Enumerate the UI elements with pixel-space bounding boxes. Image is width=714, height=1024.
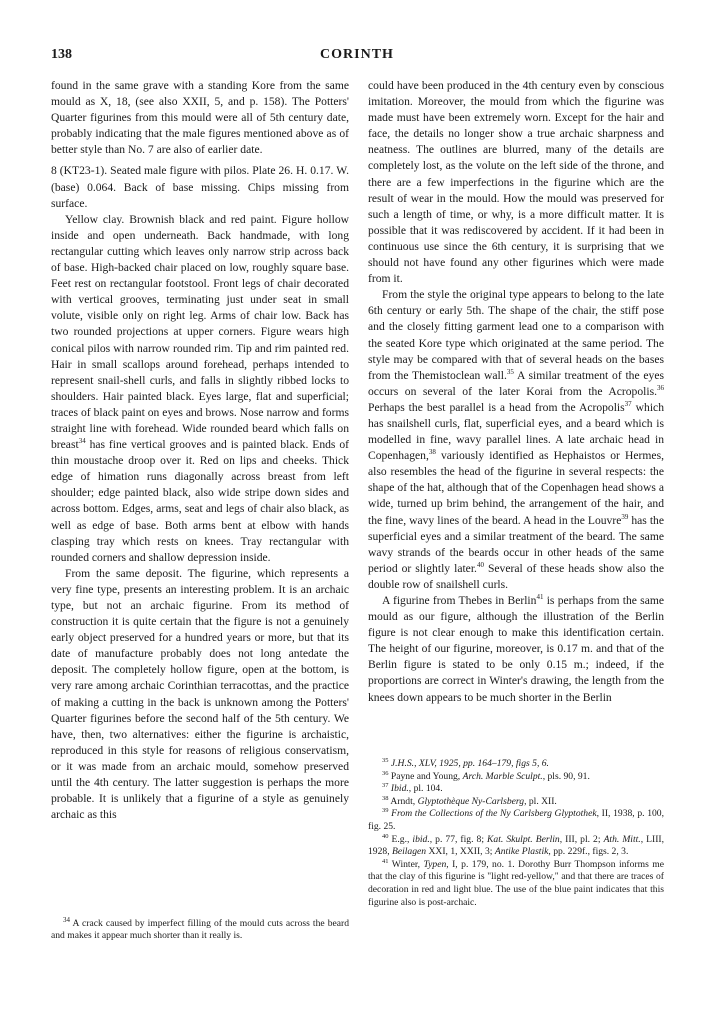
footnote-title: Typen xyxy=(423,858,447,870)
footnote-number: 40 xyxy=(382,832,389,840)
footnote-title: Ibid. xyxy=(390,783,409,795)
paragraph xyxy=(368,593,664,706)
footnote xyxy=(368,796,664,809)
footnote-text: , LIII, 1928, xyxy=(368,833,664,858)
text-span: Perhaps the best parallel is a head from the Acropolis xyxy=(368,400,625,414)
footnote-title: Kat. Skulpt. Berlin xyxy=(487,833,560,845)
footnote-ref: 39 xyxy=(621,512,629,521)
footnote-title: Glyptothèque Ny-Carlsberg xyxy=(417,795,525,807)
footnote-text: , pls. 90, 91. xyxy=(542,770,590,782)
footnote-text: Winter, xyxy=(388,858,424,870)
footnote-text: A crack caused by imperfect filling of the mould cuts across the beard and makes it appear much shorter than it really is. xyxy=(51,918,349,942)
text-span: is perhaps from the same mould as our figure, although the illustration of the Berlin figure is not clear enough to make this identification certain. The height of our figurine, moreover, is 0.17 m. and that of the Berlin figure is stated to be only 0.15 m.; indeed, if the proportions are correct in Winter's drawing, the length from the knees down appears to be much shorter in the Berlin xyxy=(368,594,664,704)
footnote-title: Antike Plastik xyxy=(494,846,549,858)
paragraph: found in the same grave with a standing Kore from the same mould as X, 18, (see also XXII, 5, and p. 158). The Potters' Quarter figurines from this mould were all of 5th century date, probably indicating that the male figures mentioned above as of better style than No. 7 are also of earlier date. xyxy=(51,79,349,157)
footnote-text: J.H.S., XLV, 1925, pp. 164–179, figs 5, 6. xyxy=(388,758,549,769)
footnote-number: 35 xyxy=(382,756,389,764)
footnote-text: , p. 77, fig. 8; xyxy=(429,833,488,845)
footnote xyxy=(368,783,664,796)
text-span: Yellow clay. Brownish black and red paint. Figure hollow inside and open underneath. Back handmade, with long rectangular cutting which leaves only narrow strip across back of base. High-backed chair placed on low, roughly square base. Feet rest on rectangular footstool. Front legs of chair decorated with vertical grooves, terminating just under seat in small volute, visible only on right leg. Arms of chair low. Back has two rounded projections at upper corners. Figure wears high conical pilos with narrow rounded rim. Tip and rim painted red. Hair in small scallops around forehead, perhaps intended to represent snail-shell curls, and falls in slightly ribbed locks to shoulders. Hair painted black. Eyes large, flat and superficial; traces of black paint on eyes and brows. Nose narrow and forms straight line with forehead. Wide rounded beard which falls on breast xyxy=(51,212,349,452)
footnote-text: Payne and Young, xyxy=(388,770,463,782)
footnote-number: 37 xyxy=(382,782,389,789)
footnote-text: , I, p. 179, no. 1. Dorothy Burr Thompson informs me that the clay of this figurine is "light red-yellow," and that there are traces of decoration in red and light blue. The use of the blue paint indicates that this figurine also is post-archaic. xyxy=(368,858,664,908)
footnote-number: 34 xyxy=(63,915,70,924)
catalogue-entry: 8 (KT23-1). Seated male figure with pilos. Plate 26. H. 0.17. W. (base) 0.064. Back of base missing. Chips missing from surface. xyxy=(51,164,349,210)
text-span: From the style the original type appears to belong to the late 6th century or early 5th. The shape of the chair, the stiff pose and the closely fitting garment lead one to a comparison with the seated Kore type which originated at the same period. The style may be compared with that of several heads on the bases from the Themistoclean wall. xyxy=(368,288,664,382)
footnote-text: , III, pl. 2; xyxy=(559,833,604,845)
footnote xyxy=(368,834,664,859)
footnote-text: E.g., xyxy=(388,833,413,845)
text-span: variously identified as Hephaistos or Hermes, also resembles the head of the figurine in several respects: the shape of the hat, although that of the Copenhagen head shows a wide, turned up brim behind, the arrangement of the hair, and the fine, wavy lines of the beard. A head in the Louvre xyxy=(368,449,664,527)
footnote xyxy=(368,859,664,909)
footnote xyxy=(368,808,664,833)
footnote-number: 38 xyxy=(382,794,389,802)
footnote-ref: 41 xyxy=(536,593,544,602)
text-span: A similar treatment of the eyes occurs on several of the later Korai from the Acropolis. xyxy=(368,368,664,398)
footnote-ref: 35 xyxy=(506,367,514,376)
running-title: CORINTH xyxy=(320,47,394,62)
text-span: Several of these heads show also the double row of snailshell curls. xyxy=(368,561,664,591)
text-span: has the superficial eyes and a similar treatment of the beard. The same wavy strands of the beards occur in other heads of the same period or slightly later. xyxy=(368,513,664,575)
footnote-text: Arndt, xyxy=(388,795,418,807)
footnote-title: From the Collections of the Ny Carlsberg Glyptothek xyxy=(391,808,597,820)
footnote-ref: 34 xyxy=(78,437,86,446)
footnote-ref: 38 xyxy=(428,448,436,457)
footnote xyxy=(51,915,349,943)
footnote-number: 41 xyxy=(382,857,389,865)
footnote-ref: 37 xyxy=(624,400,632,409)
footnote-title: ibid. xyxy=(412,833,430,845)
page-header xyxy=(51,47,663,67)
footnote-text: , pp. 229f., figs. 2, 3. xyxy=(548,846,629,858)
paragraph xyxy=(51,212,349,566)
footnote-text: XXI, 1, XXII, 3; xyxy=(426,846,495,858)
footnote-number: 36 xyxy=(382,769,389,777)
footnote-text: , II, 1938, p. 100, fig. 25. xyxy=(368,808,664,832)
text-span: which has snailshell curls, flat, superficial eyes, and a beard which is modelled in fine, wavy parallel lines. A late archaic head in Copenhagen, xyxy=(368,400,664,463)
paragraph xyxy=(368,287,664,593)
footnote-ref: 36 xyxy=(657,383,664,392)
footnote-number: 39 xyxy=(382,807,389,815)
footnote-title: Arch. Marble Sculpt. xyxy=(462,770,543,782)
paragraph: From the same deposit. The figurine, which represents a very fine type, presents an interesting problem. It is an archaic type, but not an archaic figurine. From its method of construction it is quite certain that the figure is not a genuinely early object preserved for a hundred years or more, but that its date of manufacture probably does not long antedate the deposit. The completely hollow figure, open at the bottom, is very rare among archaic Corinthian terracottas, and the practice of making a cutting in the back is unknown among the Potters' Quarter figurines before the second half of the 5th century. We have, then, two alternatives: either the figurine is archaistic, reproduced in this style for reasons of religious conservatism, or it was made from an archaic mould, somehow preserved until the 4th century. The latter suggestion is perhaps the more probable. It is unlikely that a figurine of a style as genuinely archaic as this xyxy=(51,566,349,822)
paragraph: could have been produced in the 4th century even by conscious imitation. Moreover, the mould from which the figurine was made must have been extremely worn. Except for the hair and face, the details no longer show a true archaic sharpness and neatness. The outlines are blurred, many of the details are completely lost, as the volute on the left side of the throne, and there are a few imperfections in the figurine which are the result of wear in the mould. How the mould was preserved for such a length of time, or why, is a more difficult matter. It is possible that it was rediscovered by accident. If it had been in continuous use since the 6th century, it is surprising that we should not have found any other figurines which were made from it. xyxy=(368,79,664,286)
footnote-title: Beilagen xyxy=(391,846,427,858)
footnote-title: Ath. Mitt. xyxy=(603,833,641,845)
right-column xyxy=(368,78,664,706)
footnote-text: , pl. XII. xyxy=(524,795,557,807)
text-span: has fine vertical grooves and is painted black. Ends of thin moustache droop over it. Red on lips and cheeks. Thick edge of himation runs diagonally across breast from left shoulder; edge painted black, also wide stripe down sides and across bottom. Edges, arms, seat and legs of chair also black, as well as edge of base. Both arms bent at elbow with hands clasping tray which rests on knees. Tray rectangular with rounded corners and shallow depression inside. xyxy=(51,438,349,564)
footnote xyxy=(368,758,664,771)
left-column xyxy=(51,78,349,823)
footnote-ref: 40 xyxy=(476,560,484,569)
text-span: A figurine from Thebes in Berlin xyxy=(382,594,537,607)
footnote-text: , pl. 104. xyxy=(408,783,443,795)
footnotes xyxy=(368,758,664,909)
footnote xyxy=(368,771,664,784)
page-number: 138 xyxy=(51,47,72,62)
